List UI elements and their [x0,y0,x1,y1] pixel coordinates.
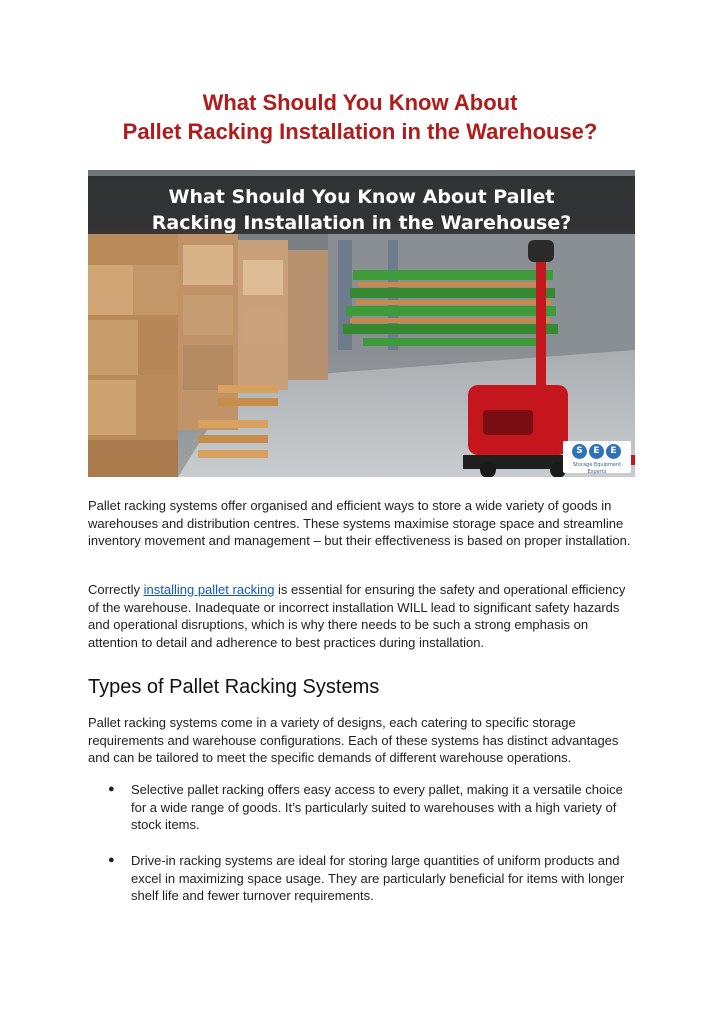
bullet-icon: ● [108,854,115,866]
list-item-text: Selective pallet racking offers easy access to every pallet, making it a versatile choice for a wide range of goods. It’s particularly suited to warehouses with a high variety of stock items. [131,782,623,833]
intro-paragraph-2-end: is essential for ensuring the safety and operational efficiency of the warehouse. Inadequate or incorrect installation WILL lead to significant safety hazards and operational disruptions, which is why there needs to be such a strong emphasis on attention to detail and adherence to best practices during installation. [88,582,626,650]
bullet-icon: ● [108,783,115,795]
hero-image [88,170,635,477]
section-paragraph: Pallet racking systems come in a variety of designs, each catering to specific storage requirements and warehouse configurations. Each of these systems has distinct advantages and can be tailored to meet the specific demands of different warehouse operations. [88,715,619,766]
intro-paragraph-2-start: Correctly [88,582,144,597]
hero-banner-line-1: What Should You Know About Pallet [168,186,555,208]
logo-letter-3: E [606,444,621,459]
hero-banner-line-2: Racking Installation in the Warehouse? [151,212,572,234]
list-item [108,781,636,834]
logo-letter-2: E [589,444,604,459]
intro-paragraph-2 [88,581,638,651]
list-item-text: Drive-in racking systems are ideal for storing large quantities of uniform products and excel in maximizing space usage. They are particularly beneficial for items with longer shelf life and fewer turnover requirements. [131,853,625,904]
company-logo [563,441,631,473]
logo-letter-1: S [572,444,587,459]
intro-paragraph-1: Pallet racking systems offer organised and efficient ways to store a wide variety of goods in warehouses and distribution centres. These systems maximise storage space and streamline inventory movement and management – but their effectiveness is based on proper installation. [88,498,631,549]
page-title-line-2: Pallet Racking Installation in the Warehouse? [122,119,598,144]
section-heading: Types of Pallet Racking Systems [88,676,380,698]
hero-banner [88,176,635,234]
installing-pallet-racking-link[interactable]: installing pallet racking [143,582,275,597]
logo-text: Storage Equipment Experts [572,462,622,475]
page-title-line-1: What Should You Know About [202,90,518,115]
list-item [108,852,636,905]
logo-badges [570,444,624,460]
